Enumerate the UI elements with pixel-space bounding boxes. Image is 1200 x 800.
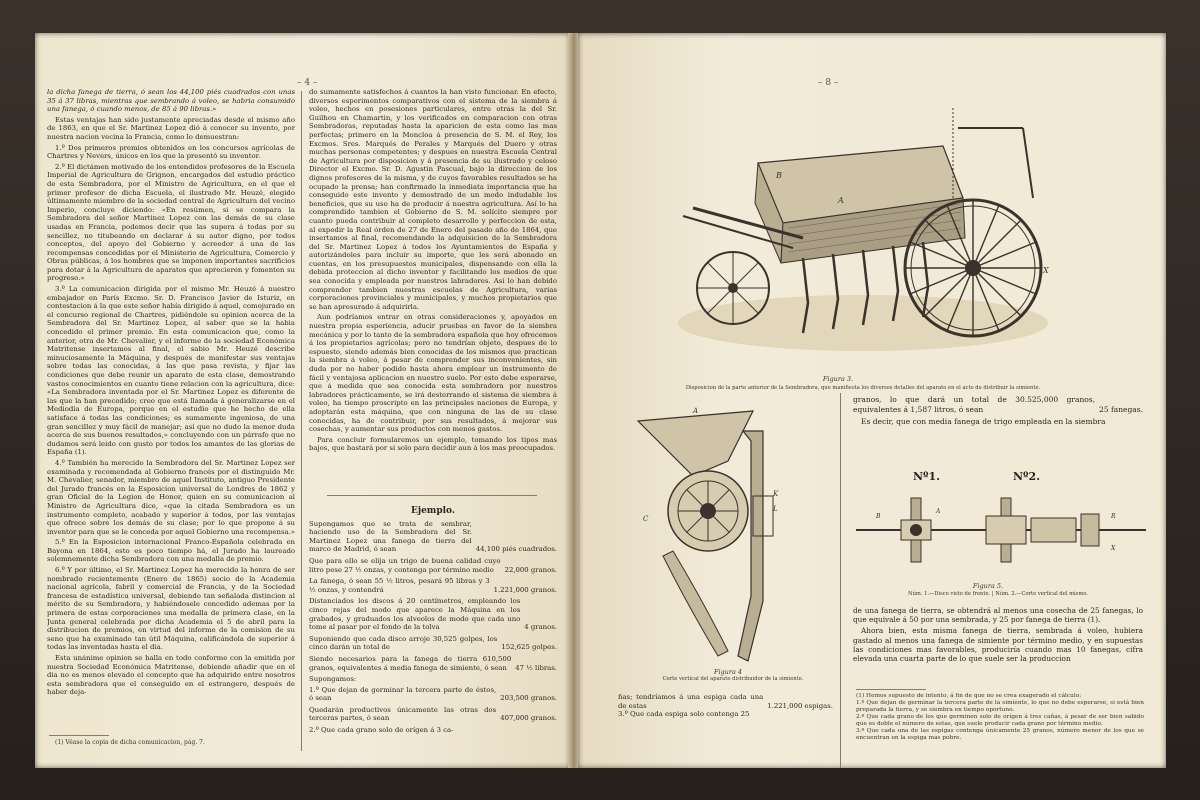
footnote: (1) Hemos supuesto de intento, á fin de que no se crea exagerado el cálculo: — [856, 693, 1082, 699]
svg-text:X: X — [1043, 266, 1049, 275]
left-page — [35, 33, 570, 768]
ejemplo-label: Siendo necesarios para la fanega de tierra 610,500 granos, equivalentes á media fanega de simiente, ó sean — [309, 654, 512, 672]
ejemplo-value: 152,625 golpes. — [501, 643, 557, 652]
left-column-2 — [309, 88, 557, 483]
footnote-rule — [856, 689, 926, 690]
ejemplo-value: 22,000 granos. — [504, 565, 557, 574]
ejemplo-title: Ejemplo. — [410, 506, 456, 516]
ejemplo-label: Supongamos: — [309, 675, 357, 684]
figure-5-title: Figura 5. — [972, 582, 1004, 590]
ejemplo-label: Supongamos que se trata de sembrar, haciendo uso de la Sembradora del Sr. Martinez Lopez una fanega de tierra del marco de Madrid, ó sean — [309, 519, 472, 554]
ejemplo-row — [309, 726, 557, 735]
svg-text:R: R — [1111, 513, 1116, 520]
ejemplo-row — [309, 557, 557, 574]
ejemplo-label: 1.º Que dejan de germinar la tercera parte de éstos, ó sean — [309, 685, 497, 703]
svg-text:B: B — [776, 171, 782, 180]
footnotes — [856, 693, 1144, 742]
svg-text:B: B — [876, 513, 881, 520]
figure-5-label-2: Nº2. — [1013, 470, 1041, 483]
ejemplo-label: Quedarán productivos únicamente las otras dos terceras partes, ó sean — [309, 705, 497, 723]
ejemplo-row — [309, 635, 557, 652]
svg-text:A: A — [936, 508, 941, 515]
ejemplo-label: La fanega, ó sean 55 ½ litros, pesará 95 libras y 3 ½ onzas, y contendrá — [309, 577, 490, 594]
ejemplo-label: Distanciados los discos á 20 centímetros, empleando los cinco rejas del modo que aparece la Máquina en los grabados, y graduados los alveolos de modo que cada uno tome al pasar por el fondo de la tolva — [309, 597, 521, 632]
left-column-1 — [47, 88, 295, 733]
calc-value: 1.221,000 espigas. — [767, 701, 833, 710]
ejemplo-label: Que para ello se elija un trigo de buena calidad cuyo litro pese 27 ½ onzas, y contenga por término medio — [309, 556, 501, 574]
calc-label: 3.º Que cada espiga solo contenga 25 — [618, 710, 750, 719]
section-rule — [327, 495, 537, 496]
svg-text:K: K — [773, 490, 779, 498]
page-number: – 4 – — [297, 78, 318, 88]
ejemplo-value: 47 ½ libras. — [515, 663, 557, 672]
figure-3-caption: Disposicion de la parte anterior de la Sembradora, que manifiesta los diversos detalles del aparato en el acto de distribuir la simiente. — [685, 385, 1041, 391]
ejemplo-section — [309, 501, 557, 751]
paragraph: Estas ventajas han sido justamente apreciadas desde el mismo año de 1863, en que el Sr. Martinez Lopez dió á conocer su invento, por nuestra nacion vecina la Francia, como lo demuestran: — [47, 115, 295, 141]
ejemplo-row — [309, 577, 557, 594]
svg-text:A: A — [838, 196, 844, 205]
figure-3-title: Figura 3. — [822, 375, 854, 383]
svg-text:C: C — [643, 515, 649, 523]
figure-4-seed-distributor-illustration — [633, 401, 833, 671]
ejemplo-row — [309, 597, 557, 631]
page-number: – 8 – — [818, 78, 839, 88]
calc-value: 25 fanegas. — [1099, 404, 1143, 414]
figure-4-title: Figura 4 — [713, 668, 743, 676]
right-column-b-top — [853, 395, 1143, 450]
ejemplo-row — [309, 675, 557, 684]
calc-label: ñas; tendríamos á una espiga cada una de estas — [618, 693, 764, 710]
paragraph: Es decir, que con media fanega de trigo empleada en la siembra — [861, 417, 1106, 426]
paragraph: 2.º El dictámen motivado de los entendidos profesores de la Escuela Imperial de Agricultura de Grignon, encargados del estudio práctico de esta Sembradora, por el Ministro de Agricultura, en el que el primer profesor de dicha Escuela, el ilustrado Mr. Heuzé, elegido últimamente miembro de la sociedad central de Agricultura del vecino Imperio, concluye diciendo: «En resúmen, si se compara la Sembradora del señor Martinez Lopez con las demás de su clase usadas en Francia, podemos decir que las supera á todas por su sencillez, no titubeando en declarar á su autor digno, por todos conceptos, del apoyo del Gobierno y acreedor á una de las recompensas concedidas por el Ministerio de Agricultura, Comercio y Obras públicas, á los hombres que se imponen importantes sacrificios para dotar á la Agricultura de aparatos que aprecieren y fomenten su progreso.» — [47, 162, 295, 283]
ejemplo-value: 44,100 piés cuadrados. — [475, 545, 557, 554]
ejemplo-label: Suponiendo que cada disco arroje 30,525 golpes, los cinco darán un total de — [309, 634, 498, 652]
footnote: (1) Véase la copia de dicha comunicacion, pág. 7. — [55, 739, 205, 746]
ejemplo-value: 407,000 granos. — [500, 714, 557, 723]
paragraph: Aun podríamos entrar en otras consideraciones y, apoyados en nuestra propia esperiencia, aducir pruebas en favor de la siembra mecánica y por lo tanto de la sembradora española que hoy ofrecemos á los propietarios agrícolas; pero no tendrían objeto, despues de lo espuesto, siendo además bien conocidas de los mismos que practican la siembra á voleo, á pesar de comprender sus inconvenientes, sin duda por no haber podido hasta ahora emplear un instrumento de fácil y ventajosa aplicacion en nuestro suelo. Por esto debe esperarse, que á medida que sea conocida esta sembradora por nuestros labradores prácticamente, se irá desterrando el sistema de siembra á voleo, ha tiempo proscripto en las principales naciones de Europa, y adoptarán esta máquina, que con ninguna de las de su clase conocidas, ha de contribuir, por sus resultados, á mejorar sus cosechas, y aumentar sus productos con menos gastos. — [309, 313, 557, 434]
ejemplo-row — [309, 686, 557, 703]
figure-5-disc-illustration — [856, 488, 1146, 580]
paragraph: 4.º También ha merecido la Sembradora del Sr. Martinez Lopez ser examinada y recomendada al Gobierno francés por el distinguido Mr. M. Chevalier, senador, miembro de aquel Instituto, antiguo Presidente del Jurado francés en la Esposicion universal de Londres de 1862 y gran Oficial de la Legion de Honor, quien en su comunicacion al Ministro de Agricultura dice, «que la citada Sembradora es un instrumento completo, acabado y superior á todos, por las ventajas que ofrece sobre los demás de su clase; por lo que propone á su inventor para que se le conceda por aquel Gobierno una recompensa.» — [47, 458, 295, 536]
ejemplo-label: 2.º Que cada grano solo de orígen á 3 ca- — [309, 726, 454, 735]
paragraph: Esta unánime opinion se halla en todo conforme con la emitida por nuestra Sociedad Económica Matritense, debiendo añadir que en el dia no es menos elevado el concepto que ha adquirido entre nosotros esta sembradora que el conseguido en el estrangero, después de haber deja- — [47, 654, 295, 697]
column-divider — [840, 393, 841, 768]
paragraph: 6.º Y por último, el Sr. Martinez Lopez ha merecido la honra de ser nombrado recientemente (Enero de 1865) socio de la Academia nacional agrícola, fabril y comercial de Francia, y de la Sociedad francesa de estadística universal, debiendo tan señalada distincion al mérito de su Sembradora, y habiéndosele concedido ademas por la primera de estas corporaciones una medalla de primera clase, en la Junta general celebrada por dicha Academia el 5 de abril para la distribucion de premios, en virtud del informe de la comision de su seno que ha examinado tan útil Máquina, calificándola de superior á todas las inventadas hasta el dia. — [47, 566, 295, 652]
figure-5-label-1: Nº1. — [913, 470, 941, 483]
paragraph: la dicha fanega de tierra, ó sean los 44,100 piés cuadrados con unas 35 á 37 libras, mientras que sembrando á voleo, se habria consumido una fanega, ó cuando menos, de 85 á 90 libras.» — [47, 88, 295, 114]
svg-text:A: A — [693, 407, 699, 415]
right-page — [578, 33, 1166, 768]
calc-label: granos, lo que dará un total de 30.525,000 granos, equivalentes á 1,587 litros, ó sean — [853, 395, 1096, 414]
calc-row — [618, 693, 833, 710]
paragraph: 5.º En la Esposicion internacional Franco-Española celebrada en Bayona en 1864, esto es poco tiempo há, el Jurado ha laureado solemnemente dicha Sembradora con una medalla de premio. — [47, 538, 295, 564]
right-column-b-bottom — [853, 606, 1143, 686]
figure-5-caption: Núm. 1.—Disco visto de frente. | Núm. 2.—Corte vertical del mismo. — [908, 591, 1088, 597]
ejemplo-row — [309, 655, 557, 672]
calc-row — [853, 395, 1143, 414]
footnote: 3.º Que cada una de las espigas contenga únicamente 25 granos, número menor de los que se encuentran en la espiga mas pobre. — [856, 728, 1144, 741]
paragraph: Ahora bien, esta misma fanega de tierra, sembrada á voleo, hubiera gastado al menos una fanega de simiente por término medio, y en supuestas las condiciones mas favorables, produciría cuando mas 10 fanegas, cifra elevada una cuarta parte de lo que suele ser la produccion — [853, 626, 1143, 664]
ejemplo-value: 203,500 granos. — [500, 694, 557, 703]
paragraph: do sumamente satisfechos á cuantos la han visto funcionar. En efecto, diversos esperimentos comparativos con el sistema de la siembra á voleo, hechos en posesiones particulares, entre otras la del Sr. Guilhou en Chamartin, y los verificados en comparacion con otras Sembradoras, reputadas hasta la aparicion de esta como las mas perfectas; primero en la Moncloa á presencia de S. M. el Rey, los Excmos. Sres. Marqués de Perales y Marqués del Duero y otras muchas personas competentes; y despues en nuestra Escuela Central de Agricultura por disposicion y á presencia de su ilustrado y celoso Director el Excmo. Sr. D. Agustin Pascual, bajo la direccion de los dignos profesores de la misma, y de cuyos favorables resultados se ha ocupado la prensa; han confirmado la inmediata importancia que ha conseguido este invento y demostrado de un modo indudable los beneficios, que su uso ha de producir á nuestra agricultura. Así lo ha comprendido tambien el Gobierno de S. M. solícito siempre por cuanto pueda contribuir al completo desarrollo y perfeccion de esta, al expedir la Real órden de 27 de Enero del pasado año de 1864, que insertamos al final, recomendando la adquisicion de la Sembradora del Sr. Martinez Lopez á todos los Ayuntamientos de España y autorizándoles para incluir su importe, que les será abonado en cuentas, en los presupuestos municipales, dispensando con ella la debida proteccion al dicho inventor y facilitando los medios de que sea conocida y empleada por nuestros labradores. Así lo han debido comprender tambien nuestras escuelas de Agricultura, varias corporaciones provinciales y municipales, y muchos propietarios que se han apresurado á adquirirla. — [309, 88, 557, 311]
paragraph: 3.º La comunicacion dirigida por el mismo Mr. Heuzé á nuestro embajador en París Excmo. Sr. D. Francisco Javier de Isturiz, en contestacion á la que este señor había dirigido á aquel, comojurado en el concurso regional de Chartres, pidiéndole su opinion acerca de la Sembradora del Sr. Martinez Lopez, al saber que se la habia concedido el primer premio. En esta comunicacion que, como la anterior, otra de Mr. Chevalier, y el informe de la sociedad Económica Matritense insertamos al final, el sabio Mr. Heuzé describe minuciosamente la Máquina, y después de manifestar sus ventajas sobre todas las conocidas, á las que pasa revista, y fijar las condiciones que debe reunir un aparato de esta clase, demostrando vastos conocimientos en cuanto tiene relacion con la agricultura, dice: «La Sembradora inventada por el Sr. Martinez Lopez es diferente de las que la han precedido; creo que está llamada á generalizarse en el Mediodia de Europa, porque en el estudio que he hecho de ella satisface á todas las condiciones; es sumamente ingeniosa, de una gran sencillez y muy fácil de manejar; así que no dudo la menor duda acerca de sus buenos resultados,» concluyendo con un párrafo que no dudamos será leido con gusto por todos los amantes de las glorias de España (1). — [47, 285, 295, 457]
paragraph: Para concluir formularemos un ejemplo, tomando los tipos mas bajos, que bastará por si solo para decidir aun á los mas preocupados. — [309, 435, 557, 453]
figure-3-seeder-illustration — [663, 88, 1063, 388]
paragraph: de una fanega de tierra, se obtendrá al menos una cosecha de 25 fanegas, lo que equivale á 50 por una sembrada, y 25 por fanega de tierra (1). — [853, 606, 1143, 625]
footnote: 2.º Que cada grano de los que germinen solo de orígen á tres cañas, á pesar de ser bien sabido que es doble el número de estas, que suele producir cada grano por término medio. — [856, 714, 1144, 727]
ejemplo-row — [309, 706, 557, 723]
footnote: 1.º Que dejan de germinar la tercera parte de la simiente, lo que no debe esperarse, si está bien preparada la tierra, y se siembra en tiempo oportuno. — [856, 700, 1144, 713]
paragraph: 1.º Dos primeros premios obtenidos en los concursos agrícolas de Chartres y Nevers, únicos en los que la presentó su inventor. — [47, 143, 295, 161]
svg-text:X: X — [1111, 545, 1116, 552]
ejemplo-row — [309, 520, 557, 554]
column-divider — [301, 91, 302, 751]
ejemplo-value: 1.221,000 granos. — [493, 585, 557, 594]
right-column-a — [618, 693, 833, 723]
footnote-rule — [49, 735, 109, 736]
calc-row — [618, 710, 833, 719]
figure-4-caption: Corte vertical del aparato distribuidor de la simiente. — [662, 676, 804, 682]
ejemplo-value: 4 granos. — [524, 623, 557, 632]
svg-text:L: L — [773, 505, 778, 513]
